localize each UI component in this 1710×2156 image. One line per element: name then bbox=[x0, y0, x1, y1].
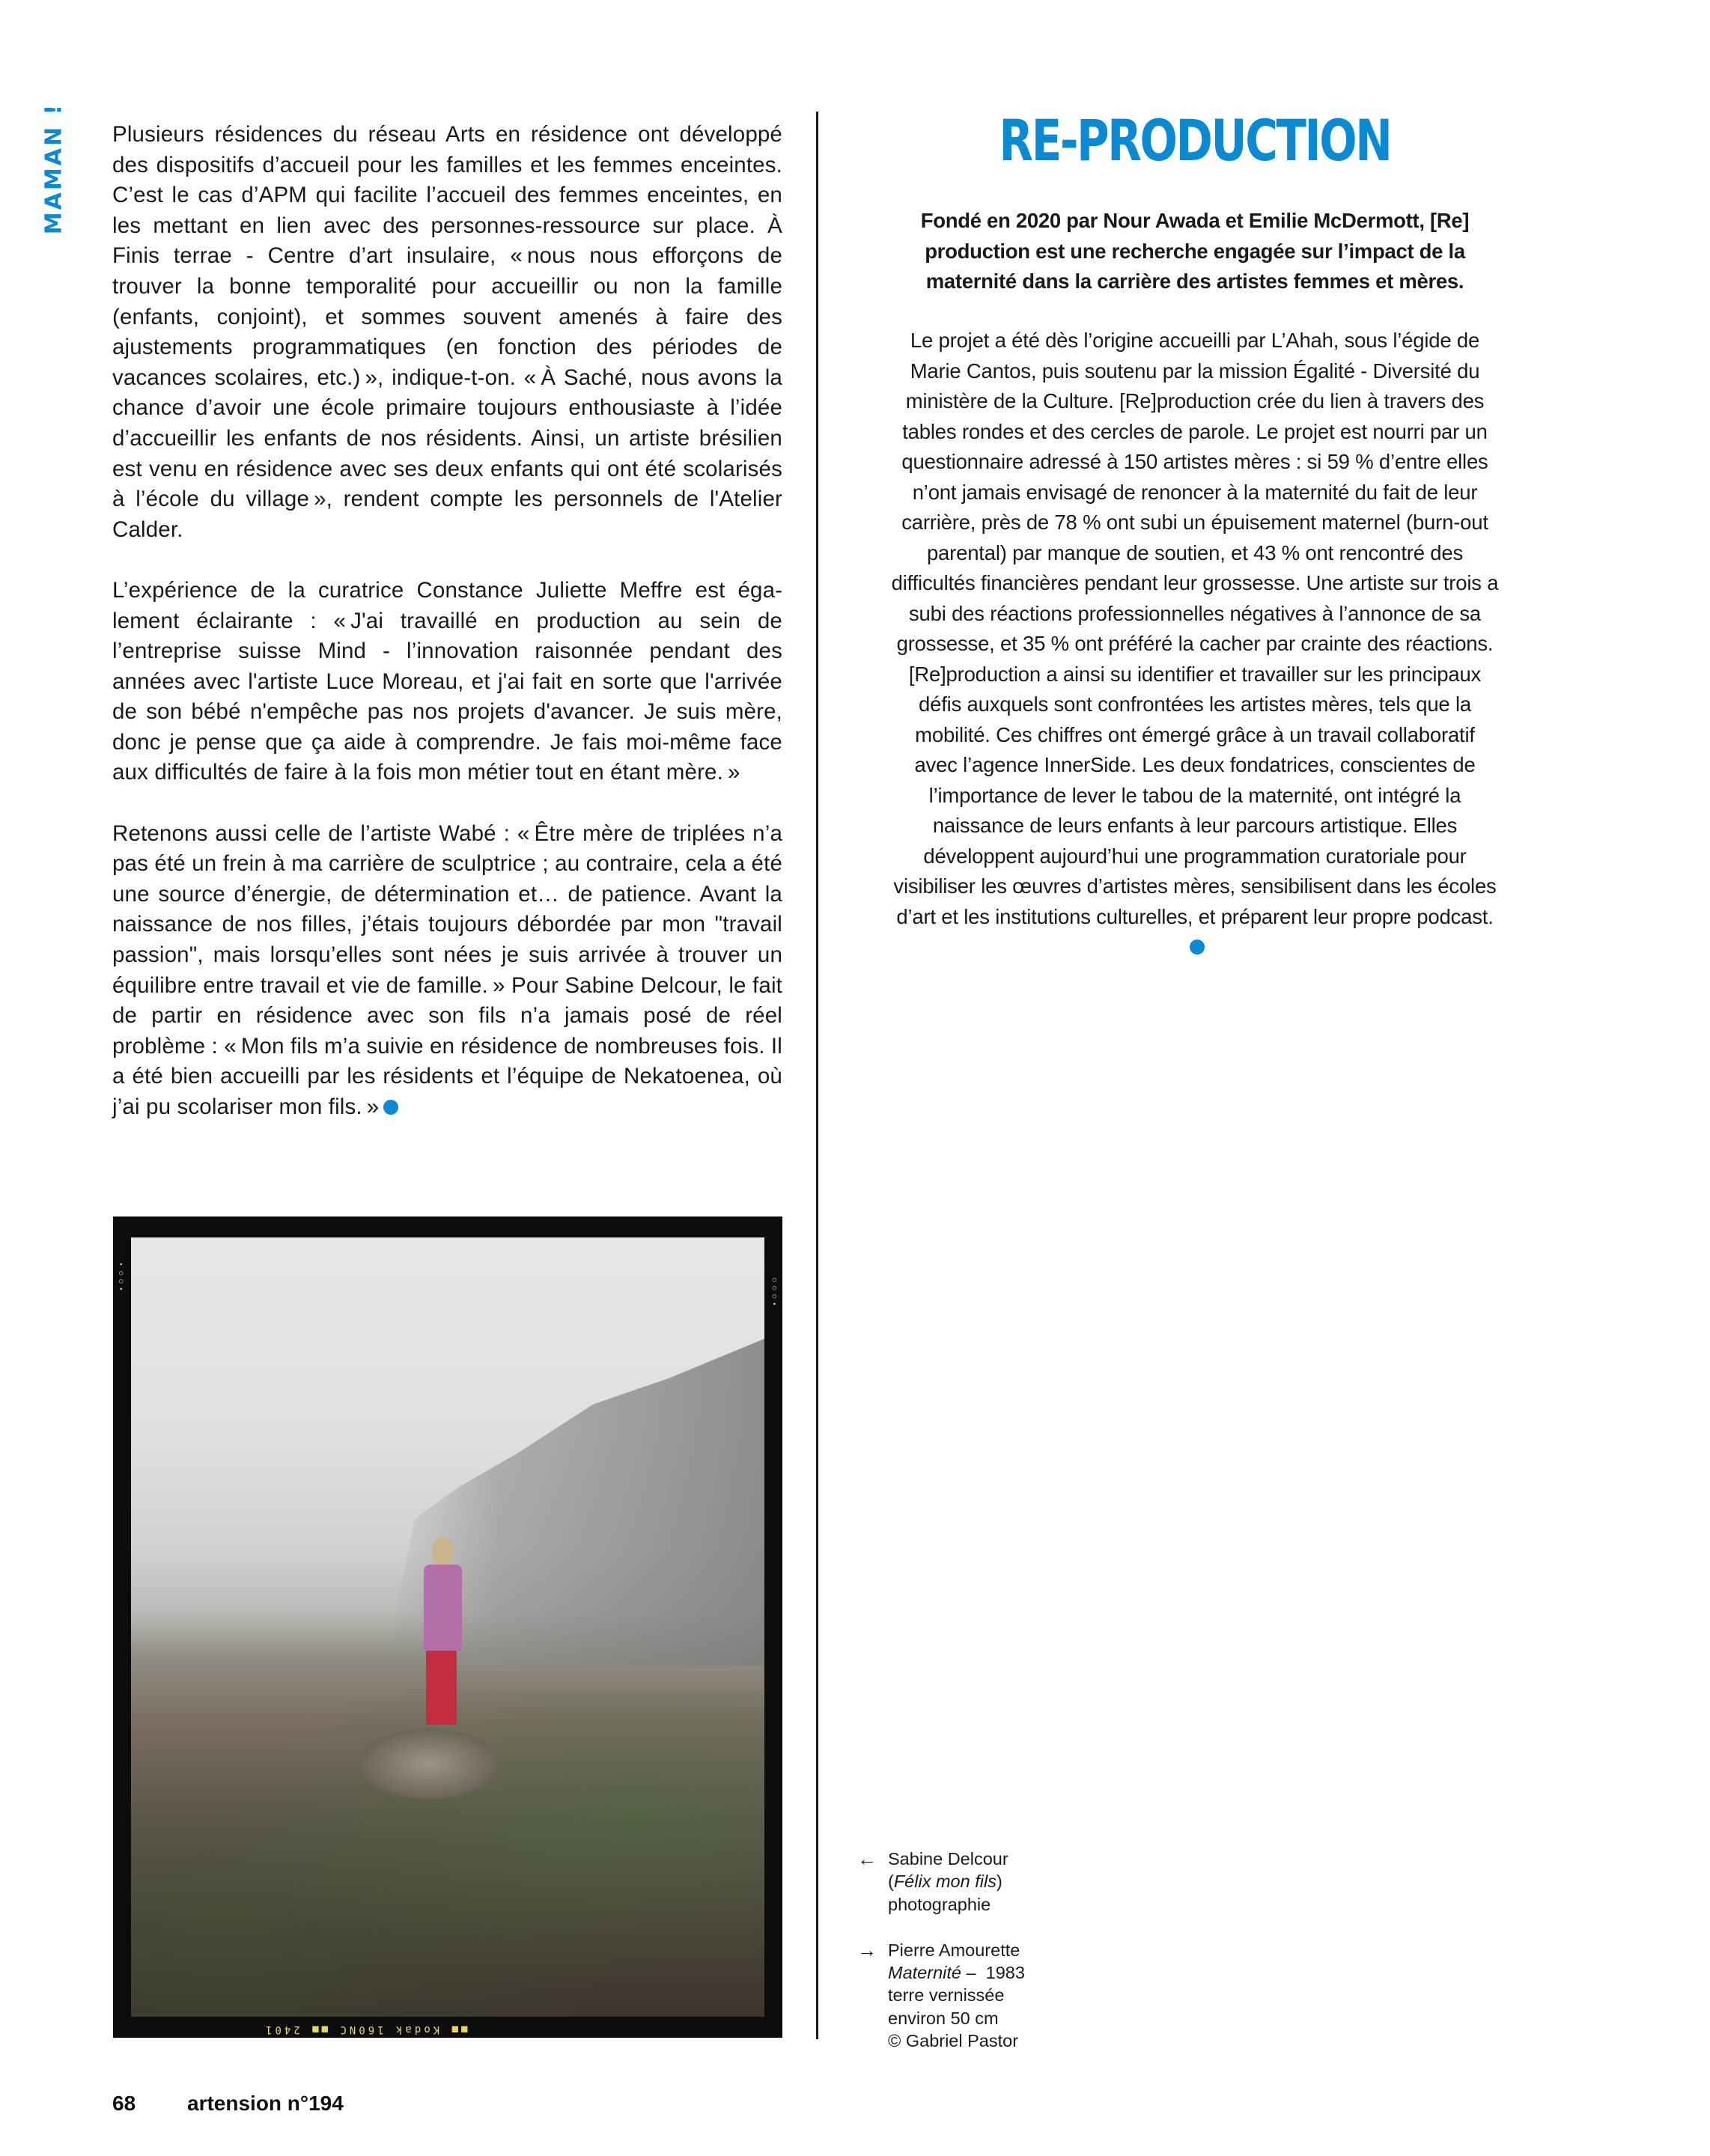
arrow-left-icon: ← bbox=[857, 1848, 877, 1870]
film-notch-marks-right: ○ ○ ○ • bbox=[772, 1276, 776, 1309]
article-paragraph-2: L’expérience de la curatrice Constance Juliette Meffre est également éclairante : « J'ai travaillé en production au sein de l’entreprise suisse Mind - l’innovation raisonnée pendant des années avec l'artiste Luce Moreau, et j'ai fait en sorte que l'arrivée de son bébé n'empêche pas nos projets d'avancer. Je suis mère, donc je pense que ça aide à comprendre. Je fais moi-même face aux difficultés de faire à la fois mon métier tout en étant mère. » bbox=[112, 577, 782, 785]
photo-felix-mon-fils bbox=[113, 1216, 782, 2038]
caption-year: 1983 bbox=[985, 1963, 1025, 1983]
sidebar-body bbox=[891, 326, 1499, 963]
caption-pierre-amourette bbox=[857, 1939, 1025, 2053]
section-label bbox=[39, 102, 69, 235]
article-paragraph-1: Plusieurs résidences du réseau Arts en résidence ont développé des dispositifs d’accueil pour les familles et les femmes enceintes. C’est le cas d’APM qui facilite l’accueil des femmes enceintes, en les mettant en lien avec des personnes-ressource sur place. À Finis terrae - Centre d’art insulaire, « nous nous efforçons de trouver la bonne temporalité pour accueillir ou non la famille (enfants, conjoint), et sommes souvent amenés à faire des ajustements programmatiques (en fonction des périodes de vacances scolaires, etc.) », indique-t-on. « À Saché, nous avons la chance d’avoir une école primaire toujours enthousiaste à l’idée d’accueillir les enfants de nos résidents. Ainsi, un artiste brésilien est venu en résidence avec ses deux enfants qui ont été scolarisés à l’école du village », rendent compte les personnels de l'Atelier Calder. bbox=[112, 122, 782, 542]
section-label-text: MAMAN ! bbox=[40, 102, 67, 235]
left-column-article bbox=[112, 120, 782, 1123]
sidebar-box-reproduction bbox=[891, 105, 1499, 928]
caption-title: Maternité bbox=[888, 1963, 961, 1983]
photo-child-pants bbox=[426, 1651, 457, 1725]
arrow-right-icon: → bbox=[857, 1938, 877, 1961]
caption-separator: – bbox=[961, 1963, 986, 1983]
caption-size: environ 50 cm bbox=[888, 2008, 999, 2028]
photo-child-jacket bbox=[424, 1565, 462, 1651]
caption-medium: terre vernissée bbox=[888, 1985, 1005, 2006]
caption-title-line: (Félix mon fils) bbox=[888, 1872, 1002, 1892]
caption-sabine-delcour bbox=[857, 1848, 1025, 1916]
film-notch-marks-left: • ○ ○ • bbox=[119, 1261, 124, 1294]
caption-medium: photographie bbox=[888, 1894, 991, 1914]
caption-title: Félix mon fils bbox=[893, 1872, 997, 1892]
page-number: 68 bbox=[112, 2092, 136, 2115]
photo-tree-stump bbox=[359, 1729, 499, 1799]
photo-image-area bbox=[131, 1237, 764, 2017]
article-paragraph-3 bbox=[112, 819, 782, 1123]
caption-artist: Pierre Amourette bbox=[888, 1940, 1020, 1960]
magazine-issue: artension n°194 bbox=[187, 2092, 344, 2115]
film-edge-code: ■■ Kodak 160NC ■■ 2401 bbox=[263, 2023, 468, 2035]
image-captions bbox=[857, 1848, 1025, 2075]
sidebar-body-text: Le projet a été dès l’origine accueilli par L’Ahah, sous l’égide de Marie Cantos, puis soutenu par la mission Égalité - Diversité du ministère de la Culture. [Re]production crée du lien à travers des tables rondes et des cercles de parole. Le projet est nourri par un questionnaire adressé à 150 artistes mères : si 59 % d’entre elles n’ont jamais envisagé de renoncer à la maternité du fait de leur carrière, près de 78 % ont subi un épuisement maternel (burn-out parental) par manque de soutien, et 43 % ont rencontré des difficultés financières pendant leur grossesse. Une artiste sur trois a subi des réactions professionnelles négatives à l’annonce de sa grossesse, et 35 % ont préféré la cacher par crainte des réactions. [Re]production a ainsi su identifier et travailler sur les principaux défis auxquels sont confrontées les artistes mères, tels que la mobilité. Ces chiffres ont émergé grâce à un travail collaboratif avec l’agence InnerSide. Les deux fondatrices, conscientes de l’importance de lever le tabou de la maternité, ont intégré la naissance de leurs enfants à leur parcours artistique. Elles développent aujourd’hui une programmation curatoriale pour visibiliser les œuvres d’artistes mères, sensibilisent dans les écoles d’art et les institutions culturelles, et préparent leur propre podcast. bbox=[891, 329, 1499, 928]
sidebar-lead: Fondé en 2020 par Nour Awada et Emilie McDermott, [Re] production est une recherche engagée sur l’impact de la maternité dans la carrière des artistes femmes et mères. bbox=[920, 209, 1470, 293]
photo-child-head bbox=[432, 1538, 454, 1565]
caption-credit: © Gabriel Pastor bbox=[888, 2031, 1019, 2051]
caption-artist: Sabine Delcour bbox=[888, 1849, 1008, 1869]
article-paragraph-3-text: Retenons aussi celle de l’artiste Wabé : « Être mère de triplées n’a pas été un frein à ma carrière de sculptrice ; au contraire, cela a été une source d’énergie, de détermination et… de patience. Avant la naissance de nos filles, j’étais toujours débordée par mon "travail passion", mais lorsqu’elles sont nées je suis arrivée à trouver un équilibre entre travail et vie de famille. » Pour Sabine Delcour, le fait de partir en résidence avec son fils n’a jamais posé de réel problème : « Mon fils m’a suivie en résidence de nombreuses fois. Il a été bien accueilli par les résidents et l’équipe de Nekatoenea, où j’ai pu scolariser mon fils. » bbox=[112, 820, 782, 1119]
column-divider bbox=[816, 112, 818, 2039]
end-mark-dot-icon bbox=[1190, 940, 1205, 954]
end-mark-dot-icon bbox=[383, 1100, 398, 1115]
sidebar-title: RE-PRODUCTION bbox=[999, 107, 1391, 174]
caption-title-line bbox=[888, 1961, 1025, 1984]
